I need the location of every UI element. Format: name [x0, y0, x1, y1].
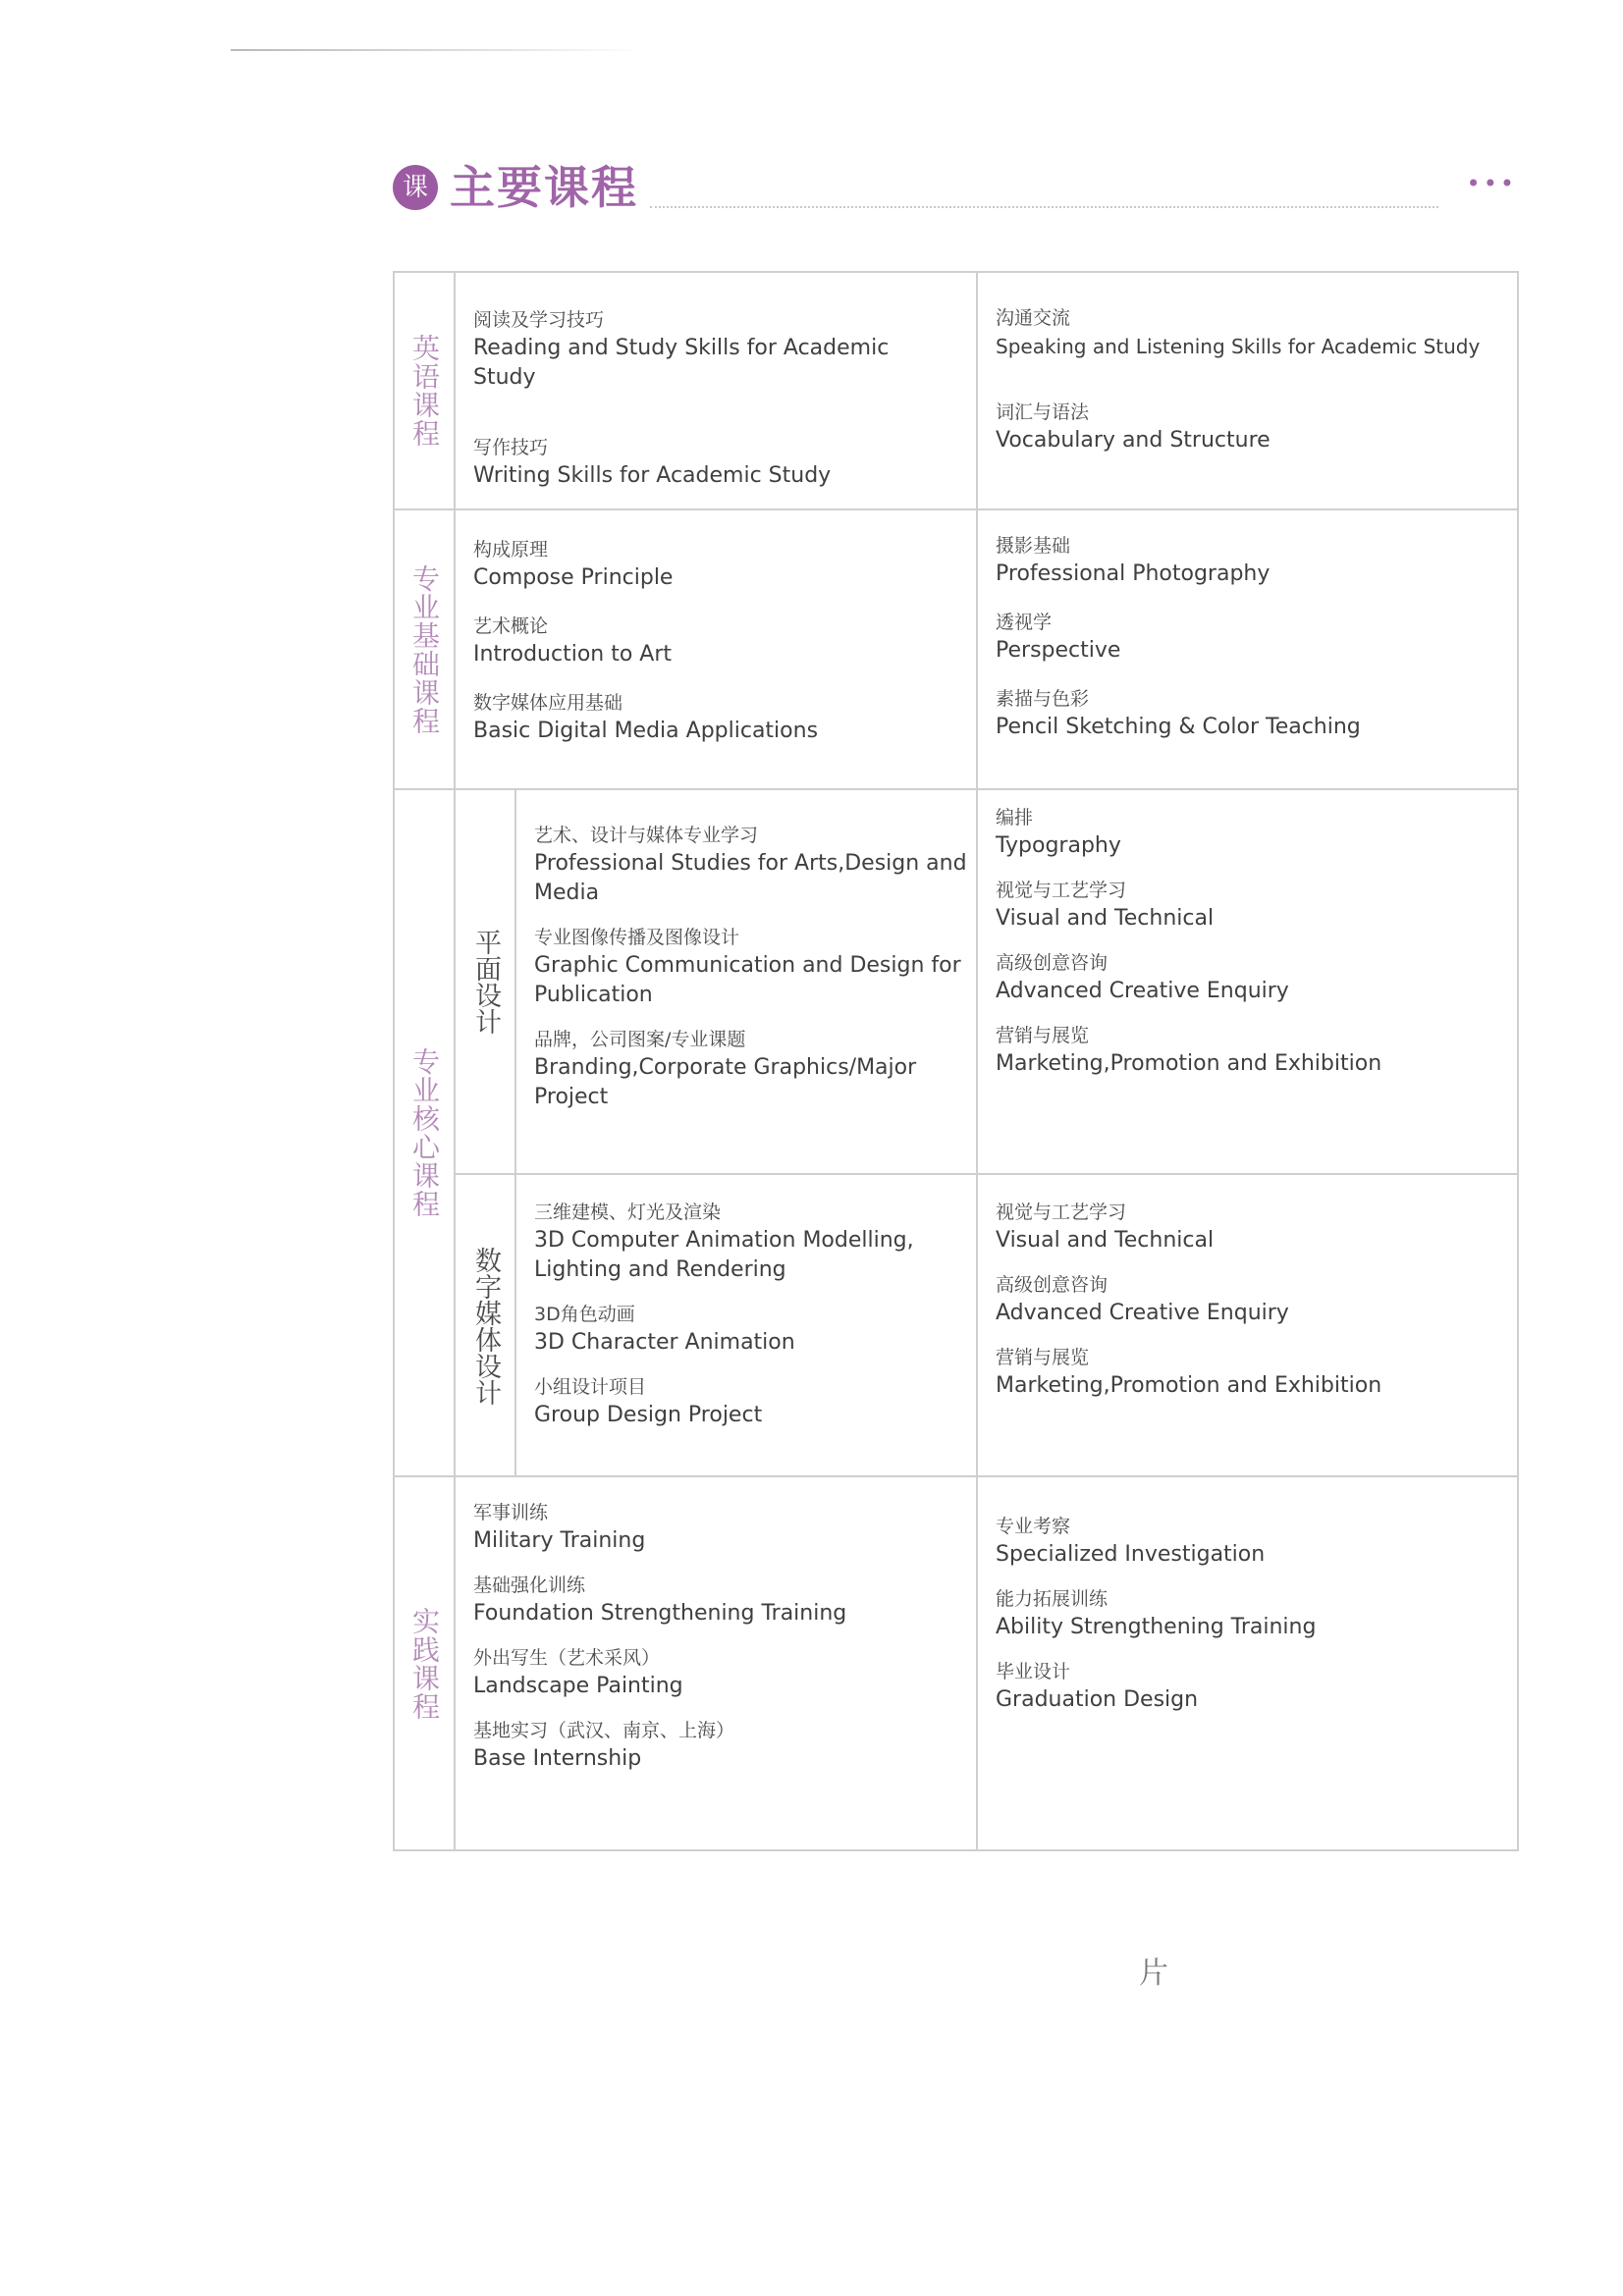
course-item: 毕业设计 Graduation Design	[996, 1661, 1199, 1712]
course-item: 营销与展览 Marketing,Promotion and Exhibition	[996, 1347, 1382, 1398]
english-label: 英语课程	[395, 273, 456, 508]
course-item: 3D角色动画 3D Character Animation	[534, 1304, 795, 1355]
foundation-right-column	[976, 510, 1517, 788]
course-item: 外出写生（艺术采风） Landscape Painting	[473, 1647, 683, 1698]
practice-left-column	[456, 1477, 976, 1849]
section-header	[393, 157, 1517, 216]
digital-left-column	[516, 1175, 976, 1477]
course-item: 基地实习（武汉、南京、上海） Base Internship	[473, 1720, 735, 1771]
digital-media-subsection	[456, 1173, 1517, 1477]
english-left-column	[456, 273, 976, 508]
course-item: 视觉与工艺学习 Visual and Technical	[996, 1201, 1215, 1253]
header-dotted-rule	[650, 206, 1438, 208]
course-item: 专业图像传播及图像设计 Graphic Communication and Design for Publication	[534, 927, 961, 1007]
foundation-left-column	[456, 510, 976, 788]
course-item: 军事训练 Military Training	[473, 1502, 646, 1553]
course-item: 编排 Typography	[996, 807, 1121, 858]
english-section	[395, 273, 1517, 508]
course-item: 高级创意咨询 Advanced Creative Enquiry	[996, 1274, 1289, 1325]
graphic-design-subsection	[456, 790, 1517, 1173]
course-item: 摄影基础 Professional Photography	[996, 535, 1271, 586]
page-title: 主要课程	[450, 161, 638, 214]
course-item: 品牌，公司图案/专业课题 Branding,Corporate Graphics/Major Project	[534, 1029, 917, 1109]
course-item: 词汇与语法 Vocabulary and Structure	[996, 401, 1271, 453]
course-item: 视觉与工艺学习 Visual and Technical	[996, 880, 1215, 931]
foundation-section	[395, 508, 1517, 788]
graphic-design-label: 平面设计	[456, 790, 516, 1173]
course-item: 专业考察 Specialized Investigation	[996, 1516, 1266, 1567]
course-item: 数字媒体应用基础 Basic Digital Media Applications	[473, 692, 819, 743]
core-label: 专业核心课程	[395, 790, 456, 1475]
course-item: 素描与色彩 Pencil Sketching & Color Teaching	[996, 688, 1361, 739]
page-number: 片	[1139, 1956, 1168, 1991]
practice-label: 实践课程	[395, 1477, 456, 1849]
header-dots-icon: •••	[1466, 170, 1517, 197]
graphic-right-column	[976, 790, 1517, 1173]
graphic-left-column	[516, 790, 976, 1173]
core-section	[395, 788, 1517, 1475]
course-item: 透视学 Perspective	[996, 612, 1121, 663]
curriculum-table	[393, 271, 1519, 1851]
digital-right-column	[976, 1175, 1517, 1477]
course-item: 小组设计项目 Group Design Project	[534, 1376, 763, 1427]
course-item: 三维建模、灯光及渲染 3D Computer Animation Modelling, Lighting and Rendering	[534, 1201, 914, 1282]
course-item: 构成原理 Compose Principle	[473, 539, 674, 590]
digital-media-label: 数字媒体设计	[456, 1175, 516, 1477]
course-item: 高级创意咨询 Advanced Creative Enquiry	[996, 952, 1289, 1003]
practice-section	[395, 1475, 1517, 1849]
course-item: 写作技巧 Writing Skills for Academic Study	[473, 437, 832, 488]
course-item: 基础强化训练 Foundation Strengthening Training	[473, 1575, 847, 1626]
course-logo-icon: 课	[393, 165, 438, 210]
course-item: 艺术、设计与媒体专业学习 Professional Studies for Arts,Design and Media	[534, 825, 967, 905]
english-right-column	[976, 273, 1517, 508]
course-item: 沟通交流 Speaking and Listening Skills for Academic Study	[996, 307, 1481, 358]
course-item: 营销与展览 Marketing,Promotion and Exhibition	[996, 1025, 1382, 1076]
course-item: 能力拓展训练 Ability Strengthening Training	[996, 1588, 1317, 1639]
practice-right-column	[976, 1477, 1517, 1849]
course-item: 艺术概论 Introduction to Art	[473, 615, 673, 667]
page-top-rule	[231, 49, 643, 51]
foundation-label: 专业基础课程	[395, 510, 456, 788]
course-item: 阅读及学习技巧 Reading and Study Skills for Academic Study	[473, 309, 890, 390]
